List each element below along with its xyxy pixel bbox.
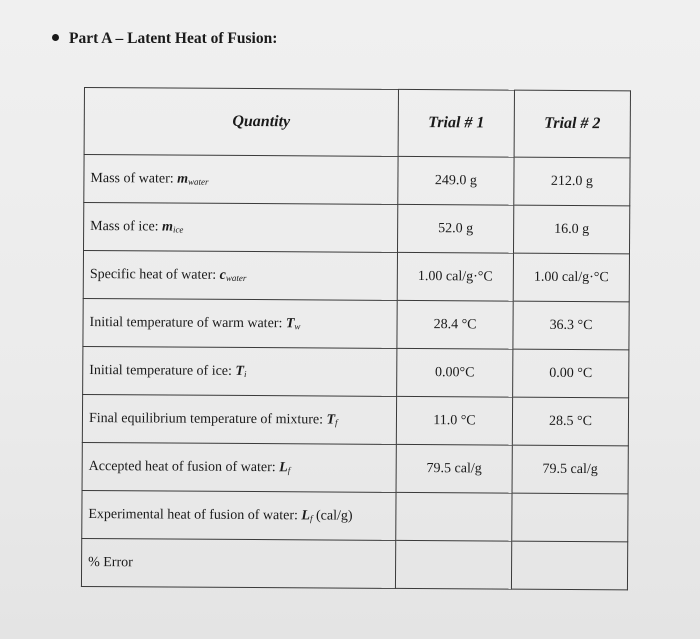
bullet-icon — [52, 34, 59, 41]
section-title: Part A – Latent Heat of Fusion: — [69, 30, 278, 47]
row-symbol: m — [162, 218, 174, 235]
table-row — [82, 394, 628, 445]
table-row — [81, 538, 627, 589]
row-label-text: Experimental heat of fusion of water: — [88, 506, 302, 523]
row-subscript: i — [243, 368, 247, 379]
row-label — [83, 346, 397, 396]
row-symbol: T — [326, 411, 336, 428]
row-label-text: Specific heat of water: — [89, 266, 220, 283]
row-label — [82, 490, 396, 540]
trial-2-cell[interactable]: 16.0 g — [513, 205, 629, 254]
row-label — [83, 298, 397, 348]
trial-1-cell[interactable]: 249.0 g — [398, 156, 514, 205]
row-label-text: Mass of ice: — [90, 218, 163, 234]
table-row — [83, 251, 629, 302]
row-label — [84, 203, 398, 253]
table-row — [84, 155, 630, 206]
table-row — [84, 203, 630, 254]
trial-1-cell[interactable]: 1.00 cal/g·°C — [397, 252, 513, 301]
table-row — [82, 490, 628, 541]
row-symbol: L — [301, 507, 311, 523]
row-subscript: f — [309, 512, 313, 523]
row-label-text: Final equilibrium temperature of mixture: — [88, 410, 327, 427]
trial-2-cell[interactable]: 212.0 g — [514, 157, 630, 206]
table-row — [83, 346, 629, 397]
row-symbol: c — [219, 267, 226, 283]
row-subscript: water — [187, 176, 209, 187]
header-quantity: Quantity — [84, 88, 398, 157]
row-subscript: water — [225, 272, 247, 283]
trial-2-cell[interactable]: 28.5 °C — [512, 397, 628, 446]
row-label — [81, 538, 395, 588]
trial-2-cell[interactable]: 1.00 cal/g·°C — [513, 253, 629, 302]
row-label-text: Initial temperature of ice: — [89, 362, 236, 379]
row-label-text: Initial temperature of warm water: — [89, 314, 286, 331]
trial-1-cell[interactable]: 79.5 cal/g — [396, 444, 512, 493]
row-label-text: Mass of water: — [90, 170, 178, 187]
table-row — [82, 442, 628, 493]
trial-2-cell[interactable]: 0.00 °C — [513, 349, 629, 398]
row-subscript: ice — [172, 224, 184, 235]
row-label — [83, 251, 397, 301]
row-label-text: Accepted heat of fusion of water: — [88, 458, 280, 475]
row-symbol: L — [279, 459, 288, 475]
row-symbol: T — [285, 315, 295, 331]
row-label — [82, 394, 396, 444]
trial-1-cell[interactable] — [395, 540, 511, 589]
trial-1-cell[interactable]: 28.4 °C — [397, 300, 513, 349]
trial-1-cell[interactable]: 11.0 °C — [396, 396, 512, 445]
row-label-text: % Error — [88, 554, 133, 570]
trial-2-cell[interactable] — [511, 541, 627, 590]
row-symbol: T — [235, 363, 245, 379]
trial-1-cell[interactable]: 52.0 g — [397, 204, 513, 253]
row-label — [84, 155, 398, 205]
row-subscript: f — [287, 464, 291, 475]
table-header-row — [84, 88, 630, 158]
trial-1-cell[interactable] — [396, 492, 512, 541]
data-table — [81, 87, 631, 590]
row-label — [82, 442, 396, 492]
table-row — [83, 298, 629, 349]
section-heading — [52, 30, 277, 48]
trial-2-cell[interactable]: 36.3 °C — [513, 301, 629, 350]
row-subscript: w — [294, 320, 301, 331]
header-trial-2: Trial # 2 — [514, 90, 630, 158]
trial-1-cell[interactable]: 0.00°C — [397, 348, 513, 397]
row-subscript: f — [335, 417, 338, 428]
row-unit-suffix: (cal/g) — [312, 507, 353, 524]
row-symbol: m — [177, 171, 189, 187]
trial-2-cell[interactable]: 79.5 cal/g — [512, 445, 628, 494]
header-trial-1: Trial # 1 — [398, 89, 514, 157]
trial-2-cell[interactable] — [512, 493, 628, 542]
